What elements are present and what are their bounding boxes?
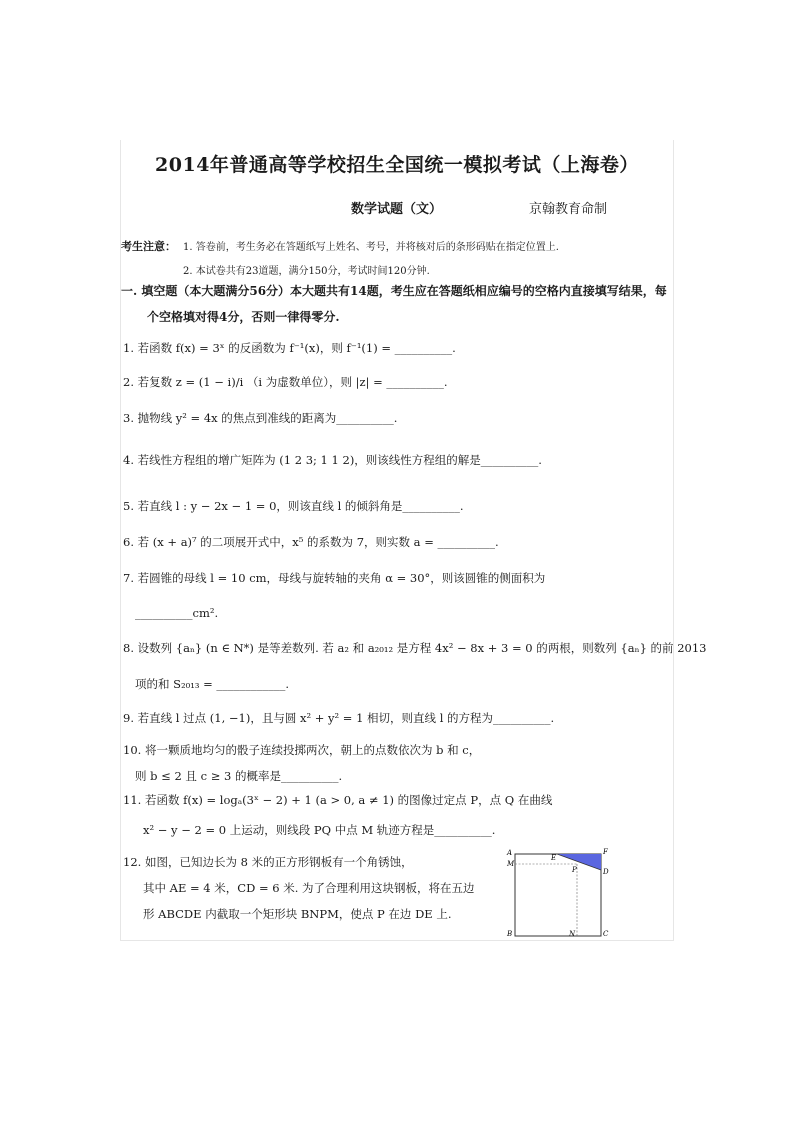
question-5: 5. 若直线 l : y − 2x − 1 = 0，则该直线 l 的倾斜角是__________.	[123, 499, 464, 513]
question-11: 11. 若函数 f(x) = logₐ(3ˣ − 2) + 1 (a > 0, a ≠ 1) 的图像过定点 P，点 Q 在曲线	[123, 793, 553, 807]
label-f: F	[603, 848, 608, 856]
question-4: 4. 若线性方程组的增广矩阵为 (1 2 3; 1 1 2)，则该线性方程组的解是__________.	[123, 453, 542, 467]
note-item: 2. 本试卷共有23道题，满分150分，考试时间120分钟.	[183, 266, 430, 277]
subject-label: 数学试题（文）	[351, 202, 443, 217]
label-d: D	[603, 868, 609, 876]
label-n: N	[569, 930, 576, 938]
section-heading-cont: 个空格填对得4分，否则一律得零分.	[147, 310, 340, 324]
plate-outline	[515, 854, 601, 936]
question-9: 9. 若直线 l 过点 (1, −1)，且与圆 x² + y² = 1 相切，则直线 l 的方程为__________.	[123, 711, 555, 725]
question-6: 6. 若 (x + a)⁷ 的二项展开式中，x⁵ 的系数为 7，则实数 a = __________.	[123, 535, 499, 549]
label-b: B	[507, 930, 513, 938]
label-p: P	[572, 866, 577, 874]
note-item: 1. 答卷前，考生务必在答题纸写上姓名、考号，并将核对后的条形码贴在指定位置上.	[183, 242, 559, 253]
label-a: A	[507, 849, 513, 857]
question-12: 12. 如图，已知边长为 8 米的正方形钢板有一个角锈蚀，	[123, 855, 413, 869]
question-12-cont: 形 ABCDE 内截取一个矩形块 BNPM，使点 P 在边 DE 上.	[143, 907, 452, 921]
square-plate-figure	[505, 846, 611, 938]
question-7-cont: __________cm².	[135, 606, 219, 620]
question-3: 3. 抛物线 y² = 4x 的焦点到准线的距离为__________.	[123, 411, 398, 425]
question-8-cont: 项的和 S₂₀₁₃ = ____________.	[135, 677, 290, 691]
exam-page	[120, 140, 707, 941]
author-label: 京翰教育命制	[529, 202, 608, 217]
section-heading: 一. 填空题（本大题满分56分）本大题共有14题，考生应在答题纸相应编号的空格内直接填写结果，每	[121, 284, 667, 298]
question-7: 7. 若圆锥的母线 l = 10 cm，母线与旋转轴的夹角 α = 30°，则该圆锥的侧面积为	[123, 571, 546, 585]
label-m: M	[507, 860, 515, 868]
question-10-cont: 则 b ≤ 2 且 c ≥ 3 的概率是__________.	[135, 769, 343, 783]
question-10: 10. 将一颗质地均匀的骰子连续投掷两次，朝上的点数依次为 b 和 c，	[123, 743, 481, 757]
page-title: 2014年普通高等学校招生全国统一模拟考试（上海卷）	[155, 154, 639, 176]
notes-label: 考生注意：	[121, 240, 176, 253]
question-12-cont: 其中 AE = 4 米，CD = 6 米. 为了合理利用这块钢板，将在五边	[143, 881, 475, 895]
question-1: 1. 若函数 f(x) = 3ˣ 的反函数为 f⁻¹(x)，则 f⁻¹(1) = __________.	[123, 341, 456, 355]
question-8: 8. 设数列 {aₙ} (n ∈ N*) 是等差数列. 若 a₂ 和 a₂₀₁₂ 是方程 4x² − 8x + 3 = 0 的两根，则数列 {aₙ} 的前 2013	[123, 641, 707, 655]
label-c: C	[603, 930, 609, 938]
question-11-cont: x² − y − 2 = 0 上运动，则线段 PQ 中点 M 轨迹方程是__________.	[143, 823, 496, 837]
question-2: 2. 若复数 z = (1 − i)/i （i 为虚数单位），则 |z| = __________.	[123, 375, 448, 389]
label-e: E	[551, 854, 557, 862]
